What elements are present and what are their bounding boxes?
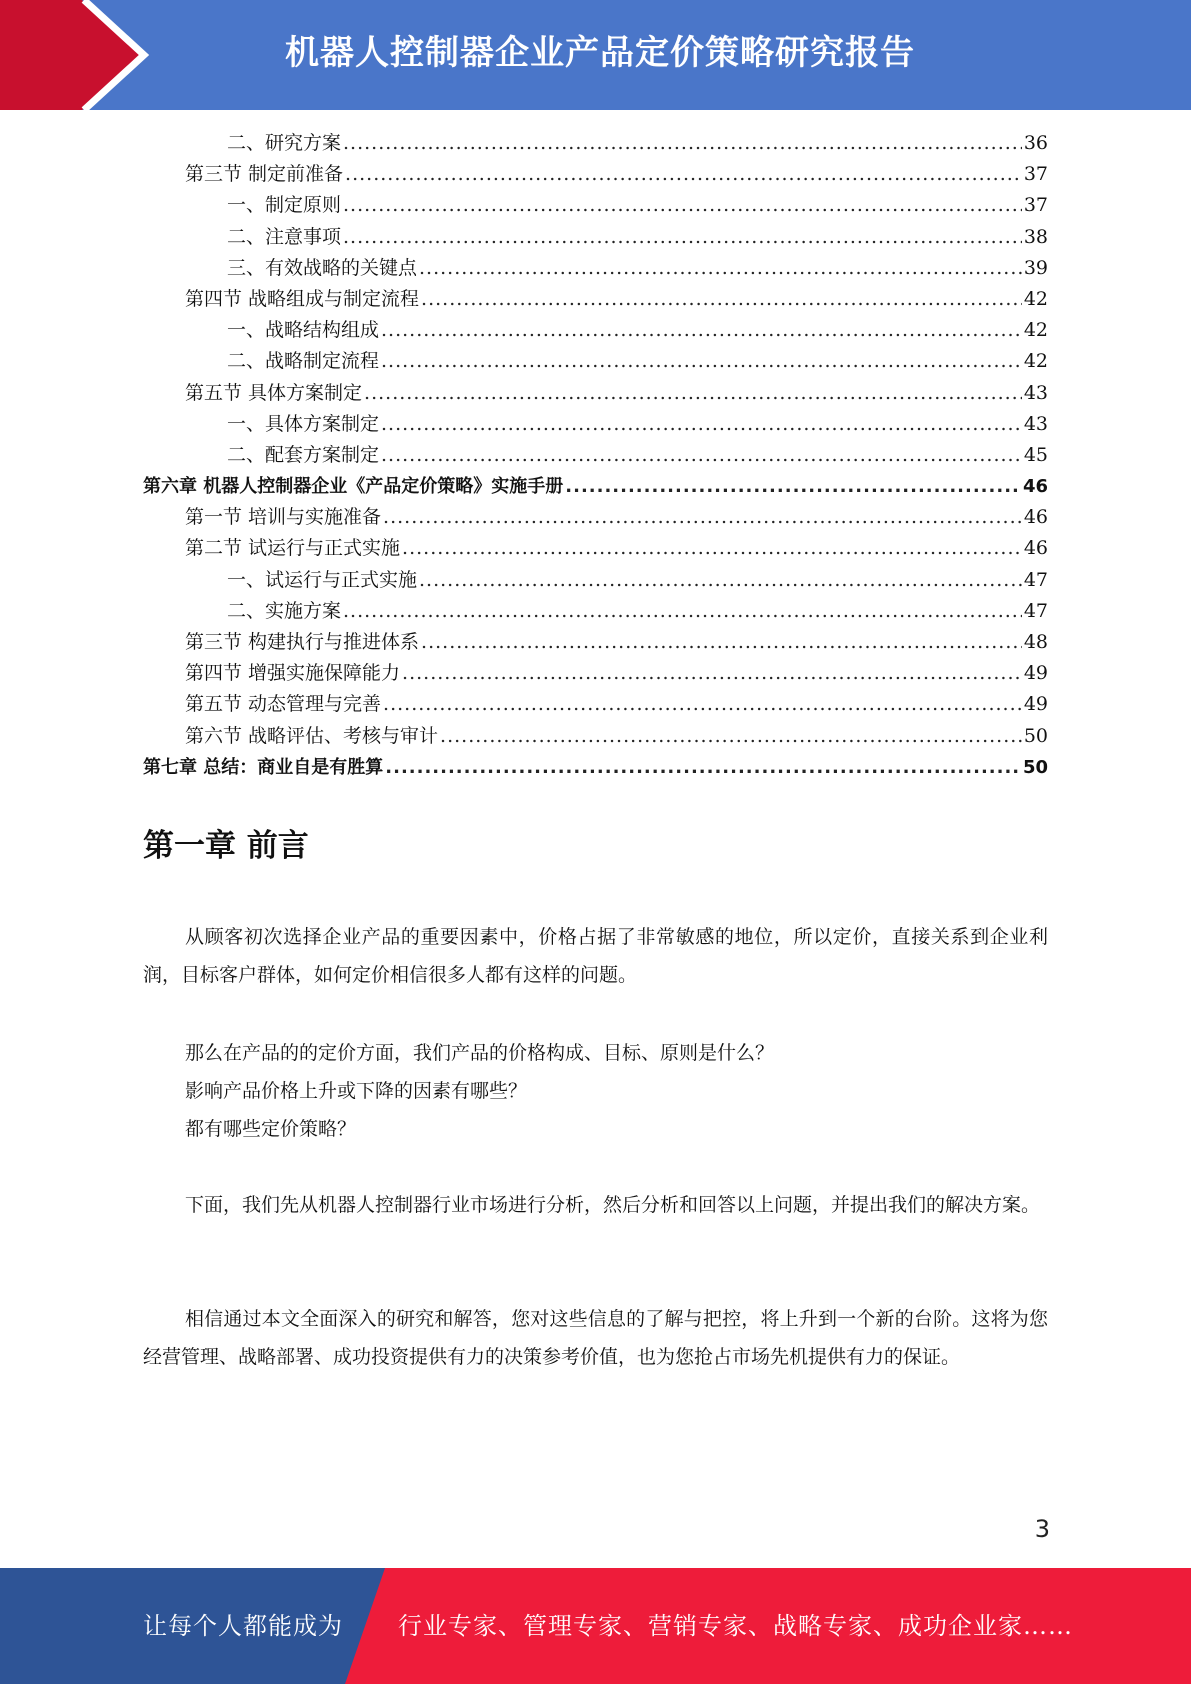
toc-entry-title: 一、具体方案制定 (227, 412, 380, 435)
toc-entry-page: 47 (1023, 599, 1048, 622)
toc-dot-leader (402, 533, 1022, 564)
toc-entry-page: 50 (1022, 756, 1048, 778)
toc-entry[interactable] (143, 752, 1048, 783)
toc-dot-leader (343, 222, 1022, 253)
toc-entry-title: 第五节 动态管理与完善 (185, 693, 382, 716)
toc-entry-title: 第四节 战略组成与制定流程 (185, 287, 420, 310)
toc-entry-title: 二、研究方案 (227, 132, 342, 154)
toc-entry[interactable] (143, 409, 1048, 440)
toc-entry[interactable] (143, 190, 1048, 221)
toc-entry-title: 二、战略制定流程 (227, 350, 380, 373)
toc-dot-leader (343, 190, 1022, 221)
footer-slogan-left: 让每个人都能成为 (143, 1612, 343, 1640)
question-line-3: 都有哪些定价策略？ (185, 1118, 357, 1140)
toc-entry-title: 一、制定原则 (227, 194, 342, 217)
chapter-title: 第一章 前言 (143, 828, 309, 864)
page-header (0, 0, 1191, 110)
toc-entry-page: 42 (1023, 350, 1048, 373)
toc-dot-leader (343, 128, 1022, 159)
toc-dot-leader (419, 253, 1022, 284)
toc-entry-title: 第五节 具体方案制定 (185, 381, 363, 404)
toc-entry-title: 第六节 战略评估、考核与审计 (185, 724, 439, 747)
toc-dot-leader (381, 315, 1022, 346)
toc-entry-title: 第三节 构建执行与推进体系 (185, 631, 420, 653)
toc-entry-page: 45 (1023, 443, 1048, 466)
toc-dot-leader (383, 689, 1022, 720)
toc-entry[interactable] (143, 596, 1048, 627)
toc-entry-title: 第七章 总结：商业自是有胜算 (143, 756, 384, 778)
toc-entry-title: 第六章 机器人控制器企业《产品定价策略》实施手册 (143, 476, 564, 498)
report-title: 机器人控制器企业产品定价策略研究报告 (285, 33, 915, 73)
toc-dot-leader (343, 596, 1022, 627)
toc-entry-page: 49 (1023, 693, 1048, 716)
toc-entry[interactable] (143, 222, 1048, 253)
toc-dot-leader (565, 471, 1021, 502)
toc-dot-leader (419, 565, 1022, 596)
toc-entry[interactable] (143, 284, 1048, 315)
page-footer (0, 1568, 1191, 1684)
toc-entry-page: 39 (1023, 256, 1048, 279)
toc-entry-title: 一、试运行与正式实施 (227, 568, 418, 591)
toc-entry-page: 42 (1023, 287, 1048, 310)
toc-entry-page: 36 (1023, 132, 1048, 154)
toc-entry-title: 第二节 试运行与正式实施 (185, 537, 401, 560)
toc-dot-leader (381, 440, 1022, 471)
question-line-1: 那么在产品的的定价方面，我们产品的价格构成、目标、原则是什么？ (185, 1042, 775, 1064)
toc-entry[interactable] (143, 315, 1048, 346)
toc-entry-title: 第四节 增强实施保障能力 (185, 662, 401, 685)
toc-entry[interactable] (143, 533, 1048, 564)
toc-dot-leader (385, 752, 1021, 783)
toc-entry-title: 第三节 制定前准备 (185, 163, 344, 186)
toc-entry-page: 46 (1023, 537, 1048, 560)
header-chevron-icon (0, 0, 160, 110)
toc-entry-page: 46 (1023, 506, 1048, 529)
toc-entry-page: 49 (1023, 662, 1048, 685)
toc-entry-page: 47 (1023, 568, 1048, 591)
toc-dot-leader (364, 378, 1022, 409)
toc-dot-leader (421, 627, 1022, 658)
toc-dot-leader (402, 658, 1022, 689)
toc-entry[interactable] (143, 378, 1048, 409)
toc-entry-page: 46 (1022, 476, 1048, 498)
toc-entry-page: 42 (1023, 319, 1048, 342)
toc-dot-leader (440, 721, 1022, 752)
toc-entry[interactable] (143, 565, 1048, 596)
toc-entry[interactable] (143, 502, 1048, 533)
toc-entry-title: 二、实施方案 (227, 599, 342, 622)
question-line-2: 影响产品价格上升或下降的因素有哪些？ (185, 1080, 528, 1102)
toc-entry-title: 第一节 培训与实施准备 (185, 506, 382, 529)
toc-entry-page: 48 (1023, 631, 1048, 653)
toc-entry-page: 37 (1023, 194, 1048, 217)
toc-entry-page: 43 (1023, 412, 1048, 435)
toc-entry[interactable] (143, 627, 1048, 658)
toc-dot-leader (345, 159, 1022, 190)
toc-entry[interactable] (143, 253, 1048, 284)
paragraph-conclusion: 相信通过本文全面深入的研究和解答，您对这些信息的了解与把控，将上升到一个新的台阶。这将为您经营管理、战略部署、成功投资提供有力的决策参考价值，也为您抢占市场先机提供有力的保证。 (143, 1308, 1048, 1368)
toc-entry-page: 37 (1023, 163, 1048, 186)
paragraph-approach: 下面，我们先从机器人控制器行业市场进行分析，然后分析和回答以上问题，并提出我们的解决方案。 (185, 1194, 1041, 1216)
toc-entry-title: 三、有效战略的关键点 (227, 256, 418, 279)
toc-dot-leader (421, 284, 1022, 315)
toc-entry[interactable] (143, 471, 1048, 502)
footer-slogan-right: 行业专家、管理专家、营销专家、战略专家、成功企业家…… (398, 1612, 1073, 1640)
toc-entry[interactable] (143, 159, 1048, 190)
toc-entry[interactable] (143, 658, 1048, 689)
table-of-contents (143, 128, 1048, 783)
toc-entry-title: 二、配套方案制定 (227, 443, 380, 466)
toc-entry[interactable] (143, 689, 1048, 720)
toc-entry-title: 一、战略结构组成 (227, 319, 380, 342)
page-number: 3 (1034, 1515, 1050, 1543)
toc-dot-leader (383, 502, 1022, 533)
toc-dot-leader (381, 409, 1022, 440)
toc-entry-page: 50 (1023, 724, 1048, 747)
toc-entry[interactable] (143, 721, 1048, 752)
toc-dot-leader (381, 346, 1022, 377)
toc-entry-title: 二、注意事项 (227, 225, 342, 248)
toc-entry-page: 43 (1023, 381, 1048, 404)
toc-entry[interactable] (143, 128, 1048, 159)
toc-entry[interactable] (143, 346, 1048, 377)
toc-entry-page: 38 (1023, 225, 1048, 248)
paragraph-intro: 从顾客初次选择企业产品的重要因素中，价格占据了非常敏感的地位，所以定价，直接关系到企业利润，目标客户群体，如何定价相信很多人都有这样的问题。 (143, 926, 1048, 986)
toc-entry[interactable] (143, 440, 1048, 471)
